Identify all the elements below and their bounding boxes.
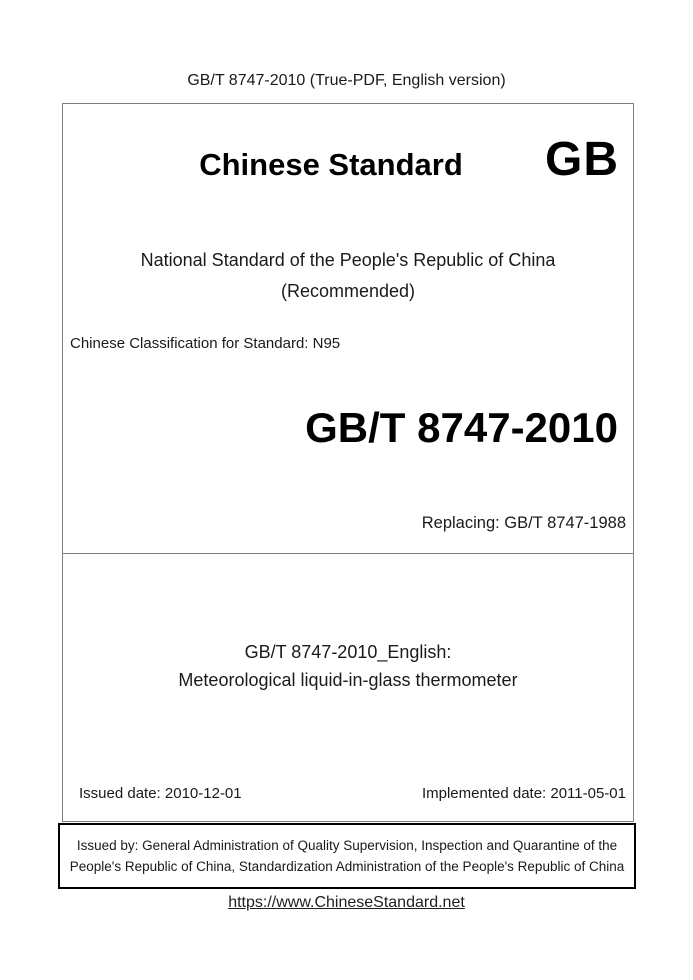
cover-title: Chinese Standard (199, 147, 463, 182)
standard-number: GB/T 8747-2010 (305, 404, 618, 451)
english-title-line1: GB/T 8747-2010_English: (244, 642, 452, 662)
replacing-line: Replacing: GB/T 8747-1988 (421, 514, 626, 532)
issued-date: Issued date: 2010-12-01 (79, 785, 242, 802)
website-link[interactable]: https://www.ChineseStandard.net (228, 894, 465, 911)
english-title-line2: Meteorological liquid-in-glass thermometer (178, 670, 518, 690)
issuer-box (58, 823, 636, 889)
gb-logo: GB (545, 133, 619, 186)
national-standard-line: National Standard of the People's Republic of China (140, 250, 556, 270)
implemented-date: Implemented date: 2011-05-01 (421, 785, 626, 802)
issuer-text: Issued by: General Administration of Quality Supervision, Inspection and Quarantine of the People's Republic of China, Standardization Administration of the People's Republic of China (69, 838, 625, 874)
section-divider (62, 553, 634, 554)
cover-box (62, 103, 634, 822)
document-header: GB/T 8747-2010 (True-PDF, English version) (187, 72, 506, 89)
classification-line: Chinese Classification for Standard: N95 (70, 335, 341, 352)
recommended-line: (Recommended) (280, 281, 416, 301)
footer (0, 893, 693, 912)
